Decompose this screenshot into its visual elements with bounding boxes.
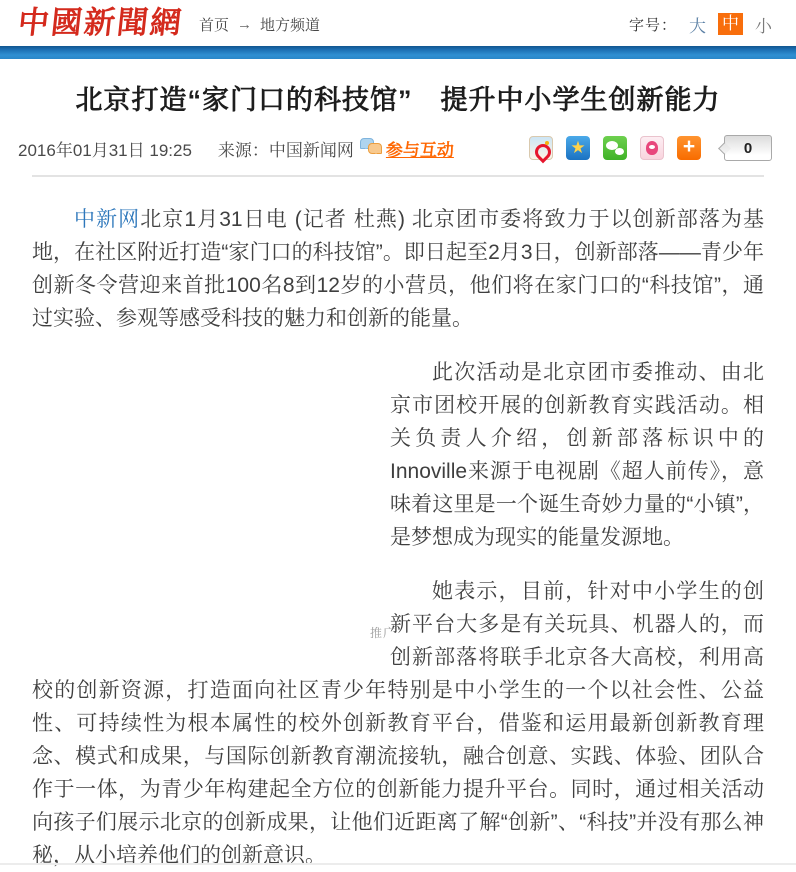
paragraph-1 bbox=[32, 203, 764, 335]
breadcrumb-home-link[interactable]: 首页 bbox=[199, 16, 230, 34]
font-size-label: 字号： bbox=[628, 16, 677, 34]
plus-share-icon[interactable] bbox=[677, 136, 701, 160]
publish-date: 2016年01月31日 19:25 bbox=[18, 140, 192, 160]
site-header bbox=[0, 0, 796, 46]
source-label: 来源：中国新闻网 bbox=[217, 140, 354, 160]
interact-link-label: 参与互动 bbox=[385, 140, 454, 160]
paragraph-1-text: 北京1月31日电 (记者 杜燕) 北京团市委将致力于以创新部落为基地，在社区附近打造“家门口的科技馆”。即日起至2月3日，创新部落——青少年创新冬令营迎来首批100名8到12岁的小营员，他们将在家门口的“科技馆”，通过实验、参观等感受科技的魅力和创新的能量。 bbox=[32, 208, 765, 330]
pink-share-icon[interactable] bbox=[640, 136, 664, 160]
article-meta-row bbox=[18, 133, 772, 163]
weibo-share-icon[interactable] bbox=[529, 136, 553, 160]
site-logo[interactable]: 中國新聞網 bbox=[16, 4, 185, 41]
interact-link[interactable] bbox=[360, 136, 454, 161]
star-icon: ★ bbox=[570, 138, 586, 157]
font-size-switcher bbox=[629, 10, 772, 37]
cns-inline-link[interactable]: 中新网 bbox=[74, 208, 141, 231]
article-title: 北京打造“家门口的科技馆” 提升中小学生创新能力 bbox=[75, 85, 721, 115]
qzone-share-icon[interactable] bbox=[566, 136, 590, 160]
breadcrumb bbox=[199, 12, 320, 35]
font-size-medium-button[interactable]: 中 bbox=[718, 13, 743, 36]
comment-count-bubble[interactable]: 0 bbox=[724, 135, 772, 161]
article-body bbox=[0, 177, 796, 872]
paragraph-2: 此次活动是北京团市委推动、由北京市团校开展的创新教育实践活动。相关负责人介绍，创新部落标识中的Innoville来源于电视剧《超人前传》，意味着这里是一个诞生奇妙力量的“小镇”，是梦想成为现实的能量发源地。 bbox=[390, 361, 764, 549]
paragraph-3: 她表示，目前，针对中小学生的创新平台大多是有关玩具、机器人的，而创新部落将联手北京各大高校，利用高校的创新资源，打造面向社区青少年特别是中小学生的一个以社会性、公益性、可持续性为根本属性的校外创新教育平台，借鉴和运用最新创新教育理念、模式和成果，与国际创新教育潮流接轨，融合创意、实践、体验、团队合作于一体，为青少年构建起全方位的创新能力提升平台。同时，通过相关活动向孩子们展示北京的创新成果，让他们近距离了解“创新”、“科技”并没有那么神秘，从小培养他们的创新意识。 bbox=[32, 580, 764, 867]
breadcrumb-arrow-icon: → bbox=[237, 15, 253, 33]
wechat-share-icon[interactable] bbox=[603, 136, 627, 160]
ad-promo-label: 推广 bbox=[369, 626, 396, 640]
breadcrumb-channel-link[interactable]: 地方频道 bbox=[260, 16, 321, 34]
font-size-large-button[interactable]: 大 bbox=[689, 16, 706, 36]
font-size-small-button[interactable]: 小 bbox=[755, 16, 772, 36]
ad-slot[interactable] bbox=[32, 356, 396, 658]
blue-divider-bar bbox=[0, 46, 796, 59]
article bbox=[0, 83, 796, 872]
share-icon-group bbox=[529, 135, 772, 161]
chat-bubbles-icon bbox=[360, 138, 384, 158]
